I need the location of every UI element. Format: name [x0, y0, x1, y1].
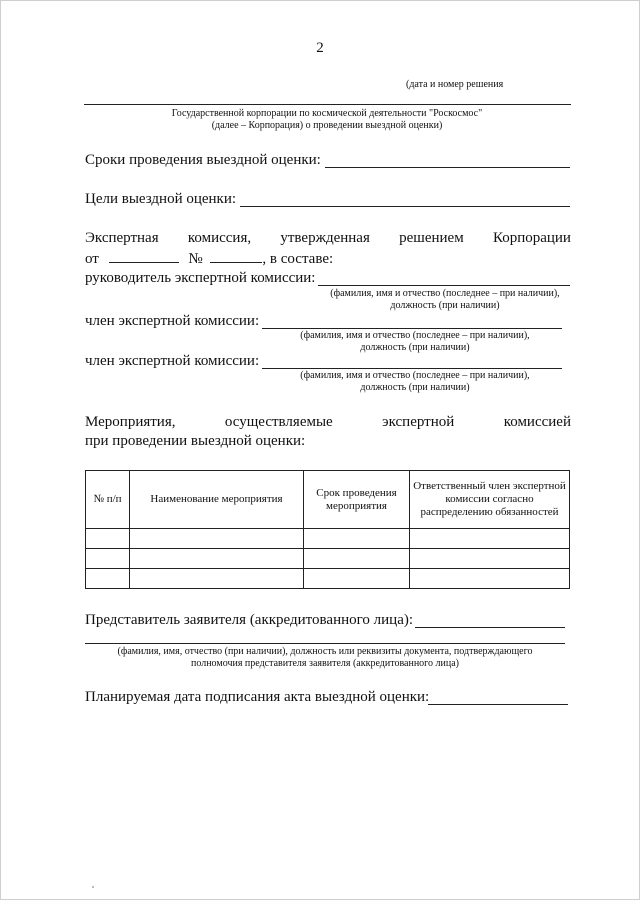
terms-label: Сроки проведения выездной оценки:: [85, 152, 321, 168]
activities-word-2: осуществляемые: [224, 414, 333, 430]
table-row: [86, 569, 570, 589]
commission-word-3: утвержденная: [280, 230, 370, 246]
col-number-header: № п/п: [86, 471, 130, 529]
representative-field[interactable]: [415, 627, 565, 628]
member2-label: член экспертной комиссии:: [85, 353, 260, 369]
table-cell[interactable]: [130, 569, 304, 589]
table-cell[interactable]: [304, 529, 410, 549]
member2-caption-line1: (фамилия, имя и отчество (последнее – при наличии),: [300, 370, 530, 381]
commission-word-2: комиссия,: [187, 230, 252, 246]
representative-label: Представитель заявителя (аккредитованного лица):: [85, 612, 414, 628]
table-cell[interactable]: [86, 529, 130, 549]
table-cell[interactable]: [304, 569, 410, 589]
head-caption: [300, 288, 590, 312]
table-cell[interactable]: [410, 549, 570, 569]
col-responsible-header: Ответственный член экспертной комиссии согласно распределению обязанностей: [410, 471, 570, 529]
page-number: 2: [316, 40, 324, 56]
activities-line2: при проведении выездной оценки:: [85, 433, 306, 449]
head-label: руководитель экспертной комиссии:: [85, 270, 316, 286]
number-sign: №: [188, 251, 203, 267]
commission-word-4: решением: [399, 230, 464, 246]
member2-caption-line2: должность (при наличии): [360, 382, 470, 393]
member1-field[interactable]: [262, 328, 562, 329]
member1-label: член экспертной комиссии:: [85, 313, 260, 329]
head-caption-line2: должность (при наличии): [390, 300, 500, 311]
header-caption: [84, 108, 570, 132]
planned-date-field[interactable]: [428, 704, 568, 705]
member1-caption-line1: (фамилия, имя и отчество (последнее – при наличии),: [300, 330, 530, 341]
member2-caption: [265, 370, 565, 394]
representative-caption-line2: полномочия представителя заявителя (аккредитованного лица): [191, 658, 459, 669]
decision-number-field[interactable]: [210, 250, 262, 263]
table-cell[interactable]: [130, 529, 304, 549]
commission-line2: [85, 250, 333, 268]
representative-caption-line1: (фамилия, имя, отчество (при наличии), должность или реквизиты документа, подтверждающего: [117, 646, 533, 657]
activities-table: [85, 470, 570, 589]
decision-date-number-label: (дата и номер решения: [406, 79, 504, 90]
scan-speck: [92, 886, 94, 888]
table-header-row: [86, 471, 570, 529]
table-row: [86, 549, 570, 569]
table-cell[interactable]: [410, 569, 570, 589]
goals-label: Цели выездной оценки:: [85, 191, 237, 207]
activities-word-1: Мероприятия,: [85, 414, 176, 430]
table-cell[interactable]: [130, 549, 304, 569]
table-cell[interactable]: [410, 529, 570, 549]
goals-field[interactable]: [240, 206, 570, 207]
col-activity-header: Наименование мероприятия: [130, 471, 304, 529]
commission-word-5: Корпорации: [492, 230, 571, 246]
representative-caption: [85, 646, 565, 670]
activities-line1: [85, 414, 571, 431]
head-caption-line1: (фамилия, имя и отчество (последнее – при наличии),: [330, 288, 560, 299]
commission-word-1: Экспертная: [85, 230, 159, 246]
header-caption-line1: Государственной корпорации по космической деятельности "Роскосмос": [171, 108, 483, 119]
activities-word-4: комиссией: [503, 414, 571, 430]
member1-caption: [265, 330, 565, 354]
table-cell[interactable]: [86, 569, 130, 589]
activities-word-3: экспертной: [382, 414, 455, 430]
from-label: от: [85, 251, 99, 267]
member1-caption-line2: должность (при наличии): [360, 342, 470, 353]
terms-row: [85, 152, 321, 169]
decision-date-field[interactable]: [109, 250, 179, 263]
representative-field-line2[interactable]: [85, 643, 565, 644]
table-cell[interactable]: [304, 549, 410, 569]
table-row: [86, 529, 570, 549]
head-field[interactable]: [318, 285, 570, 286]
header-caption-line2: (далее – Корпорация) о проведении выездной оценки): [211, 120, 443, 131]
col-term-header: Срок проведения мероприятия: [304, 471, 410, 529]
header-rule: [84, 104, 571, 105]
table-cell[interactable]: [86, 549, 130, 569]
terms-field[interactable]: [325, 167, 570, 168]
planned-date-label: Планируемая дата подписания акта выездной оценки:: [85, 689, 430, 705]
commission-line1: [85, 230, 571, 247]
composition-label: , в составе:: [262, 251, 334, 267]
member2-field[interactable]: [262, 368, 562, 369]
